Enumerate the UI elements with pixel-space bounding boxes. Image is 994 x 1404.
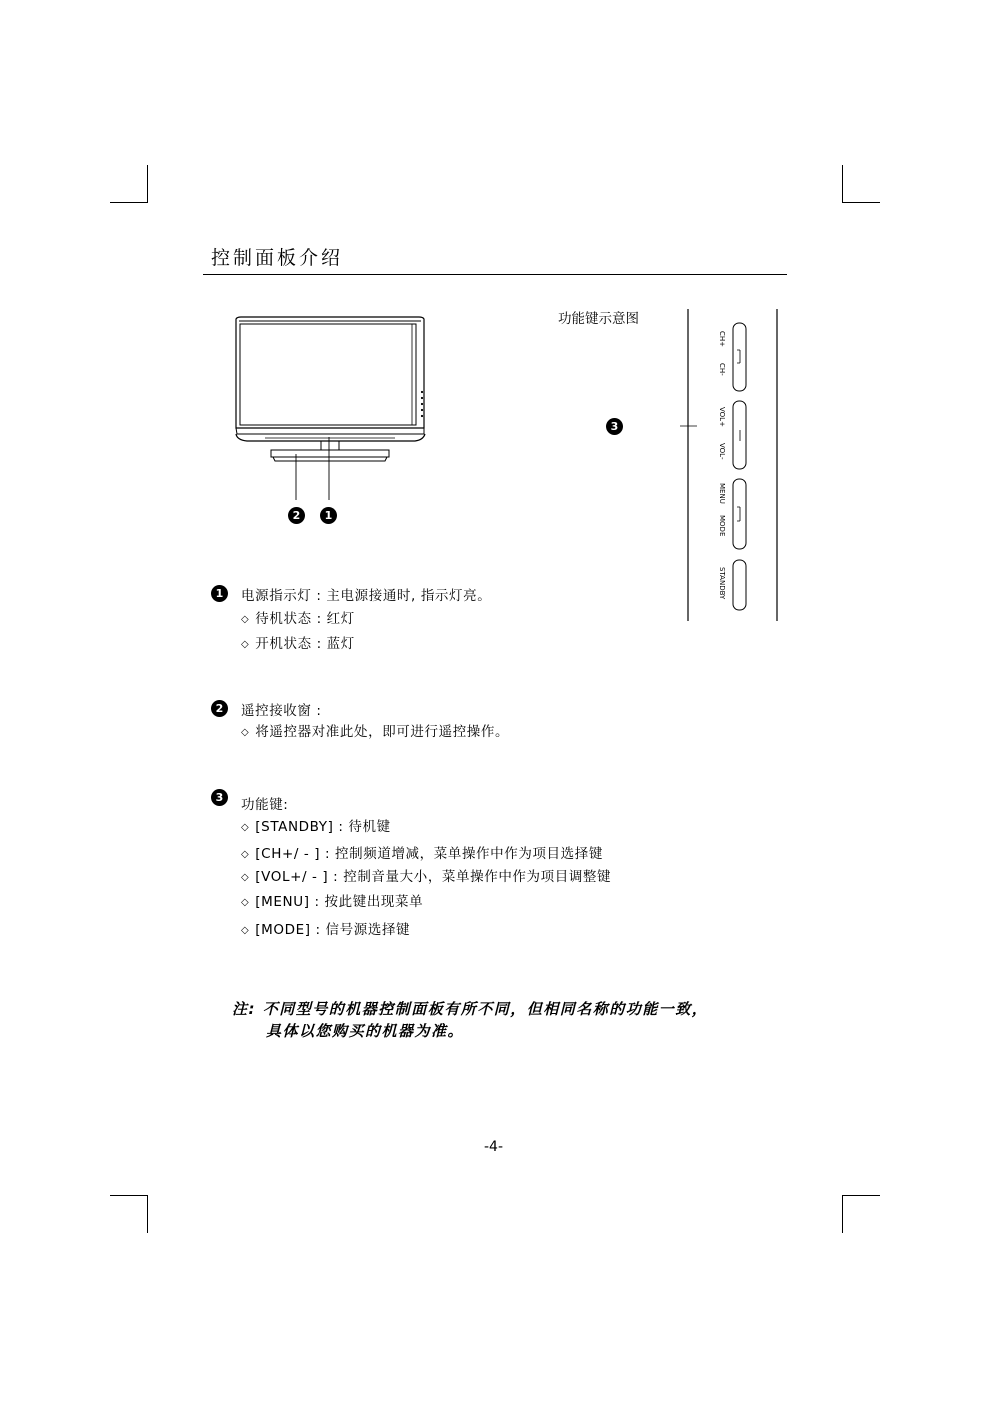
crop-mark-bottom-right-h <box>842 1195 880 1196</box>
list-item <box>241 720 509 740</box>
callout-badge-2: 2 <box>288 507 305 524</box>
crop-mark-bottom-left-v <box>147 1195 148 1233</box>
list-item-text: 开机状态 : 蓝灯 <box>255 636 355 652</box>
list-item-text: 待机状态 : 红灯 <box>255 611 355 627</box>
side-label-mode: MODE <box>718 515 726 537</box>
list-item <box>241 815 391 835</box>
callout-badge-1: 1 <box>320 507 337 524</box>
diagram-caption: 功能键示意图 <box>558 311 639 327</box>
side-label-menu: MENU <box>718 483 726 504</box>
page-title: 控制面板介绍 <box>211 247 344 269</box>
list-item <box>241 890 423 910</box>
section-3-number: 3 <box>211 789 228 806</box>
side-label-ch-plus: CH+ <box>718 331 726 348</box>
list-item-text: [STANDBY] : 待机键 <box>255 819 391 835</box>
note-line-1: 注: 不同型号的机器控制面板有所不同，但相同名称的功能一致， <box>232 1000 709 1018</box>
list-item <box>241 842 603 862</box>
bullet-diamond: ◇ <box>241 897 250 908</box>
tv-front-illustration <box>225 310 440 540</box>
list-item-text: [CH+/ - ] : 控制频道增减，菜单操作中作为项目选择键 <box>255 846 603 862</box>
crop-mark-bottom-right-v <box>842 1195 843 1233</box>
bullet-diamond: ◇ <box>241 614 250 625</box>
side-label-standby: STANDBY <box>718 567 726 600</box>
list-item-text: 将遥控器对准此处，即可进行遥控操作。 <box>255 724 510 740</box>
list-item <box>241 607 355 627</box>
bullet-diamond: ◇ <box>241 849 250 860</box>
list-item <box>241 865 611 885</box>
crop-mark-top-left-v <box>147 165 148 203</box>
side-label-vol-minus: VOL- <box>718 443 726 460</box>
bullet-diamond: ◇ <box>241 639 250 650</box>
list-item-text: [VOL+/ - ] : 控制音量大小，菜单操作中作为项目调整键 <box>255 869 612 885</box>
bullet-diamond: ◇ <box>241 822 250 833</box>
section-2-heading: 遥控接收窗 : <box>241 703 322 719</box>
list-item <box>241 918 410 938</box>
list-item-text: [MENU] : 按此键出现菜单 <box>255 894 424 910</box>
section-2-number: 2 <box>211 700 228 717</box>
section-1-number: 1 <box>211 585 228 602</box>
crop-mark-top-right-h <box>842 202 880 203</box>
side-panel-diagram <box>680 305 785 625</box>
crop-mark-top-left-h <box>110 202 148 203</box>
page-number: -4- <box>484 1139 504 1155</box>
list-item <box>241 632 355 652</box>
callout-badge-3: 3 <box>606 418 623 435</box>
list-item-text: [MODE] : 信号源选择键 <box>255 922 411 938</box>
section-3-heading: 功能键: <box>241 797 289 813</box>
side-label-ch-minus: CH- <box>718 363 726 376</box>
note-line-2: 具体以您购买的机器为准。 <box>266 1022 465 1040</box>
bullet-diamond: ◇ <box>241 872 250 883</box>
section-1-heading: 电源指示灯 : 主电源接通时, 指示灯亮。 <box>241 588 492 604</box>
note <box>232 998 708 1042</box>
title-rule <box>203 274 787 275</box>
crop-mark-top-right-v <box>842 165 843 203</box>
crop-mark-bottom-left-h <box>110 1195 148 1196</box>
bullet-diamond: ◇ <box>241 925 250 936</box>
bullet-diamond: ◇ <box>241 727 250 738</box>
side-label-vol-plus: VOL+ <box>718 407 726 427</box>
